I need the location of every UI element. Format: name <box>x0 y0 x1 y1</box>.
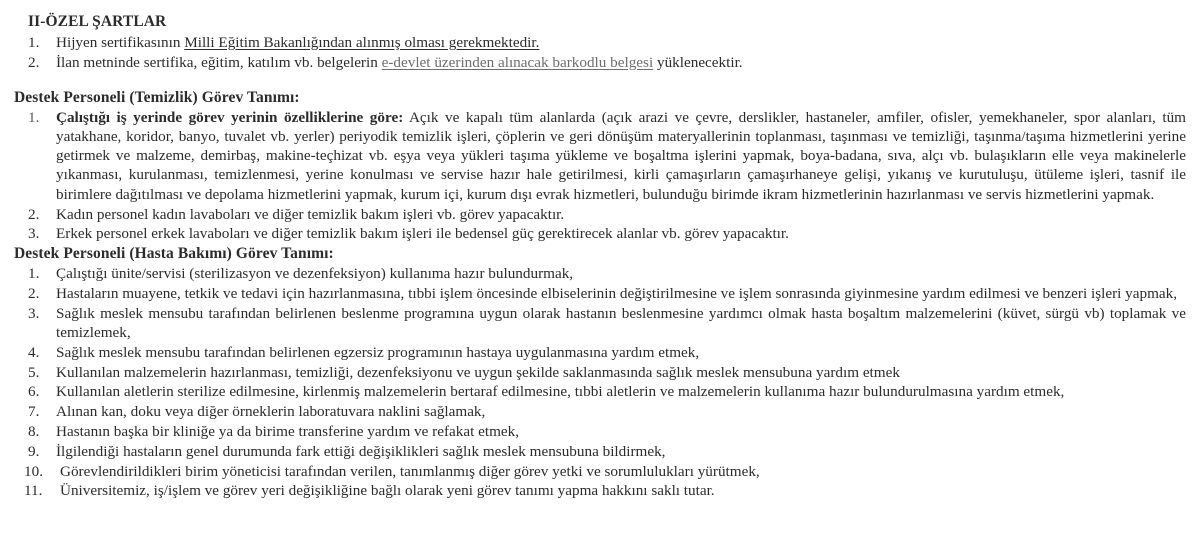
duty-text: Hastaların muayene, tetkik ve tedavi için hazırlanmasına, tıbbi işlem öncesinde elbiselerinin değiştirilmesine ve işlem sonrasında giyinmesine yardım edilmesi ve benzeri işleri yapmak, <box>56 284 1178 302</box>
list-item <box>14 422 1186 441</box>
list-item <box>14 343 1186 362</box>
condition-underlined-text: Milli Eğitim Bakanlığından alınmış olması gerekmektedir. <box>184 34 540 51</box>
list-marker: 9. <box>28 442 40 460</box>
list-marker: 7. <box>28 403 40 421</box>
condition-text-post: yüklenecektir. <box>653 53 743 71</box>
condition-text-pre: Hijyen sertifikasının <box>56 34 185 51</box>
list-marker: 10. <box>24 462 43 480</box>
list-marker: 1. <box>28 108 40 126</box>
duty-text: Açık ve kapalı tüm alanlarda (açık arazi ve çevre, derslikler, hastaneler, amfiler, ofisler, yemekhaneler, spor alanları, tüm yatakhane, koridor, banyo, tuvalet vb. yerler) periyodik temizlik işleri, çöplerin ve geri dönüşüm materyallerinin toplanması, taşınması ve temizliği, taşınma/taşıma hizmetlerini yerine getirmek ve malzeme, demirbaş, makine-teçhizat vb. eşya veya yükleri taşıma yükleme ve boşaltma işlerini yapmak, boya-badana, sıva, alçı vb. bulaşıkların elle veya makinelerle yıkanması, kurulanması, temizlenmesi, yerine konulması ve servise hazır hale getirilmesi, kirli çamaşırların çamaşırhaneye gelişi, yıkanış ve kurutuluşu, ütüleme işleri, tasnif ile birimlere dağıtılması ve depolama hizmetlerini yapmak, kurum içi, kurum dışı evrak hizmetleri, bulunduğu birimde ikram hizmetlerinin hazırlanması ve servis hizmetlerini yapmak. <box>56 108 1186 203</box>
duty-text: Hastanın başka bir kliniğe ya da birime transferine yardım ve refakat etmek, <box>56 423 520 441</box>
list-marker: 3. <box>28 304 40 322</box>
duty-text: Sağlık meslek mensubu tarafından belirlenen egzersiz programının hastaya uygulanmasına yardım etmek, <box>56 343 700 361</box>
duty-text: Görevlendirildikleri birim yöneticisi tarafından verilen, tanımlanmış diğer görev yetki ve sorumlulukları yürütmek, <box>60 462 760 480</box>
list-item <box>14 33 1186 52</box>
list-item <box>14 402 1186 421</box>
list-item <box>14 481 1186 500</box>
cleaning-duties-list <box>14 108 1186 244</box>
list-marker: 3. <box>28 225 40 243</box>
list-marker: 2. <box>28 205 40 223</box>
duty-text: Üniversitemiz, iş/işlem ve görev yeri değişikliğine bağlı olarak yeni görev tanımı yapma hakkını saklı tutar. <box>60 482 715 500</box>
list-item <box>14 53 1186 72</box>
duty-text: Erkek personel erkek lavaboları ve diğer temizlik bakım işleri ile bedensel güç gerektirecek alanlar vb. görev yapacaktır. <box>56 225 789 243</box>
list-marker: 5. <box>28 363 40 381</box>
edevlet-link-text[interactable]: e-devlet üzerinden alınacak barkodlu belgesi <box>381 53 654 71</box>
condition-text-pre: İlan metninde sertifika, eğitim, katılım vb. belgelerin <box>56 53 382 71</box>
list-item <box>14 442 1186 461</box>
general-conditions-list <box>14 33 1186 72</box>
list-item <box>14 224 1186 243</box>
list-item <box>14 264 1186 283</box>
list-item <box>14 462 1186 481</box>
list-item <box>14 363 1186 382</box>
duty-text: Çalıştığı ünite/servisi (sterilizasyon ve dezenfeksiyon) kullanıma hazır bulundurmak, <box>56 265 574 283</box>
duty-text: İlgilendiği hastaların genel durumunda fark ettiği değişiklikleri sağlık meslek mensubuna bildirmek, <box>56 442 666 460</box>
list-item <box>14 304 1186 343</box>
duty-text: Sağlık meslek mensubu tarafından belirlenen beslenme programına uygun olarak hastanın beslenmesine yardımcı olmak hasta boşaltım malzemelerini (küvet, sürgü vb) toplamak ve temizlemek, <box>56 304 1186 342</box>
list-marker: 6. <box>28 383 40 401</box>
list-item <box>14 108 1186 204</box>
list-marker: 8. <box>28 423 40 441</box>
list-marker: 11. <box>24 482 43 500</box>
list-marker: 2. <box>28 53 40 71</box>
patient-care-duties-list <box>14 264 1186 501</box>
duty-text: Kullanılan aletlerin sterilize edilmesine, kirlenmiş malzemelerin bertaraf edilmesine, tıbbi aletlerin ve malzemelerin kullanıma hazır bulundurulmasına yardım etmek, <box>56 383 1065 401</box>
spacer <box>14 73 1186 88</box>
duty-text: Kullanılan malzemelerin hazırlanması, temizliği, dezenfeksiyonu ve uygun şekilde saklanmasında sağlık meslek mensubuna yardım etmek <box>56 363 900 381</box>
duty-text: Alınan kan, doku veya diğer örneklerin laboratuvara naklini sağlamak, <box>56 403 486 421</box>
list-marker: 1. <box>28 34 40 51</box>
cleaning-duties-heading: Destek Personeli (Temizlik) Görev Tanımı: <box>14 88 300 106</box>
patient-care-duties-heading: Destek Personeli (Hasta Bakımı) Görev Tanımı: <box>14 245 334 263</box>
list-marker: 1. <box>28 265 40 283</box>
duty-bold-lead: Çalıştığı iş yerinde görev yerinin özelliklerine göre: <box>56 108 404 126</box>
duty-text: Kadın personel kadın lavaboları ve diğer temizlik bakım işleri vb. görev yapacaktır. <box>56 205 565 223</box>
page-title: II-ÖZEL ŞARTLAR <box>28 13 167 30</box>
list-item <box>14 284 1186 303</box>
list-item <box>14 382 1186 401</box>
list-marker: 4. <box>28 343 40 361</box>
list-marker: 2. <box>28 284 40 302</box>
list-item <box>14 205 1186 224</box>
